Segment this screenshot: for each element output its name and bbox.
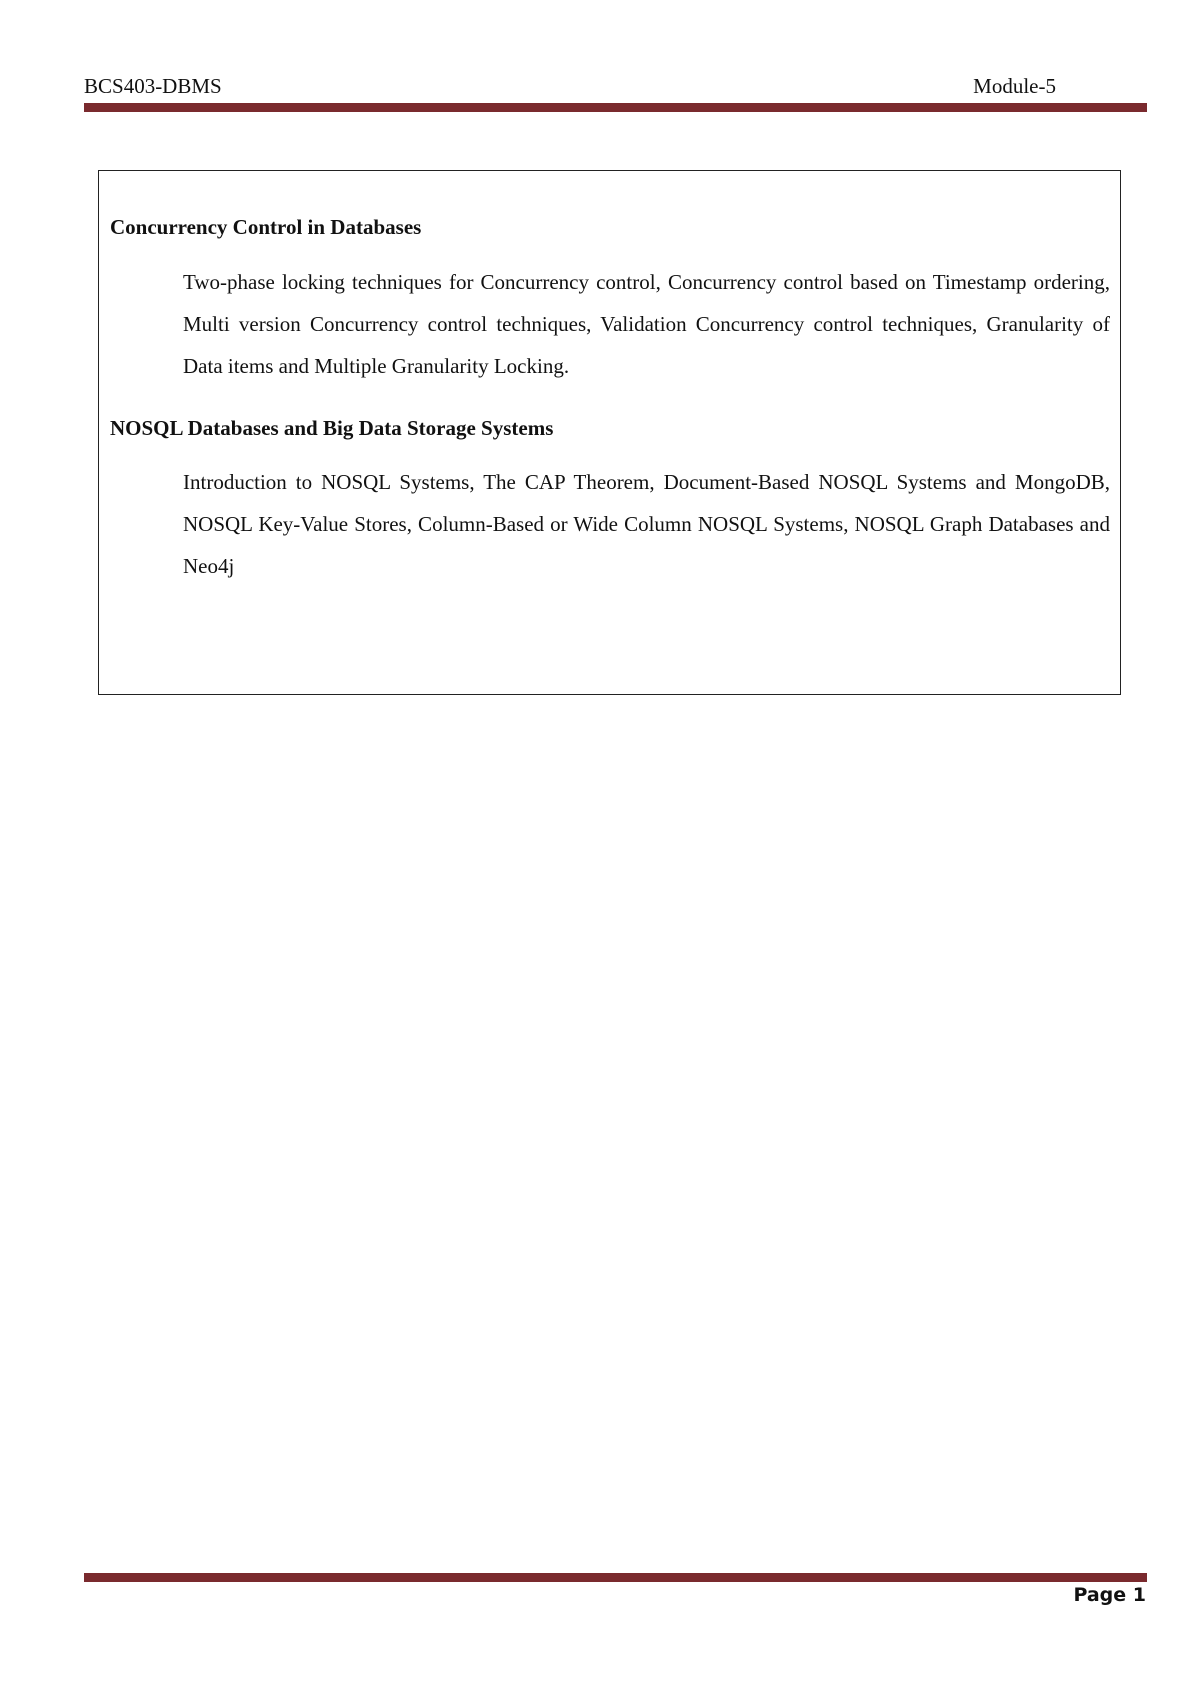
section-body: Two-phase locking techniques for Concurrency control, Concurrency control based on Timestamp ordering, Multi version Concurrency control techniques, Validation Concurrency control techniques, Granularity of Data items and Multiple Granularity Locking. — [183, 270, 1110, 378]
section-body: Introduction to NOSQL Systems, The CAP Theorem, Document-Based NOSQL Systems and MongoDB, NOSQL Key-Value Stores, Column-Based or Wide Column NOSQL Systems, NOSQL Graph Databases and Neo4j — [183, 470, 1110, 578]
header-rule — [84, 103, 1147, 112]
module-label: Module-5 — [973, 74, 1056, 98]
syllabus-box — [98, 170, 1121, 695]
course-code: BCS403-DBMS — [84, 74, 222, 98]
page-number: Page 1 — [1073, 1584, 1146, 1606]
section-title: Concurrency Control in Databases — [110, 215, 422, 239]
footer-rule — [84, 1573, 1147, 1582]
page-header — [84, 72, 1100, 102]
section-title: NOSQL Databases and Big Data Storage Systems — [110, 416, 554, 440]
